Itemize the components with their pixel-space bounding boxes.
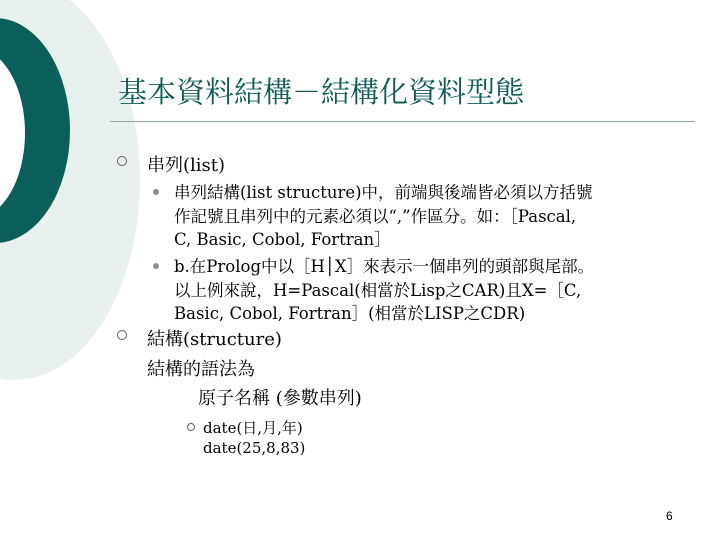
list-item-2-line-3: Basic, Cobol, Fortran］(相當於LISP之CDR) [174, 304, 526, 323]
example-item [203, 418, 305, 458]
filled-dot-bullet-icon [153, 263, 159, 269]
syntax-template: 原子名稱 (參數串列) [198, 388, 362, 409]
slide-title: 基本資料結構－結構化資料型態 [118, 75, 525, 109]
filled-dot-bullet-icon [153, 189, 159, 195]
example-line-1: date(日,月,年) [203, 419, 303, 437]
list-item-2-line-1: b.在Prolog中以［H│X］來表示一個串列的頭部與尾部。 [174, 257, 595, 276]
structure-heading: 結構(structure) [147, 329, 282, 350]
list-item-1-line-3: C, Basic, Cobol, Fortran］ [174, 230, 391, 249]
hollow-circle-bullet-icon [117, 156, 127, 166]
list-item-2 [174, 255, 594, 326]
page-number: 6 [666, 509, 673, 523]
hollow-circle-bullet-icon [117, 330, 127, 340]
list-heading-item [147, 151, 225, 177]
list-heading: 串列(list) [147, 155, 226, 176]
list-item-1-line-1: 串列結構(list structure)中，前端與後端皆必須以方括號 [174, 183, 593, 202]
hollow-circle-bullet-icon [187, 423, 195, 431]
list-item-1 [174, 181, 593, 252]
structure-heading-item [147, 325, 282, 351]
title-divider [110, 121, 695, 122]
syntax-intro: 結構的語法為 [147, 359, 255, 380]
list-item-1-line-2: 作記號且串列中的元素必須以“,”作區分。如：［Pascal, [174, 206, 577, 226]
example-line-2: date(25,8,83) [203, 439, 306, 457]
list-item-2-line-2: 以上例來說，H=Pascal(相當於Lisp之CAR)且X=［C, [174, 280, 582, 300]
